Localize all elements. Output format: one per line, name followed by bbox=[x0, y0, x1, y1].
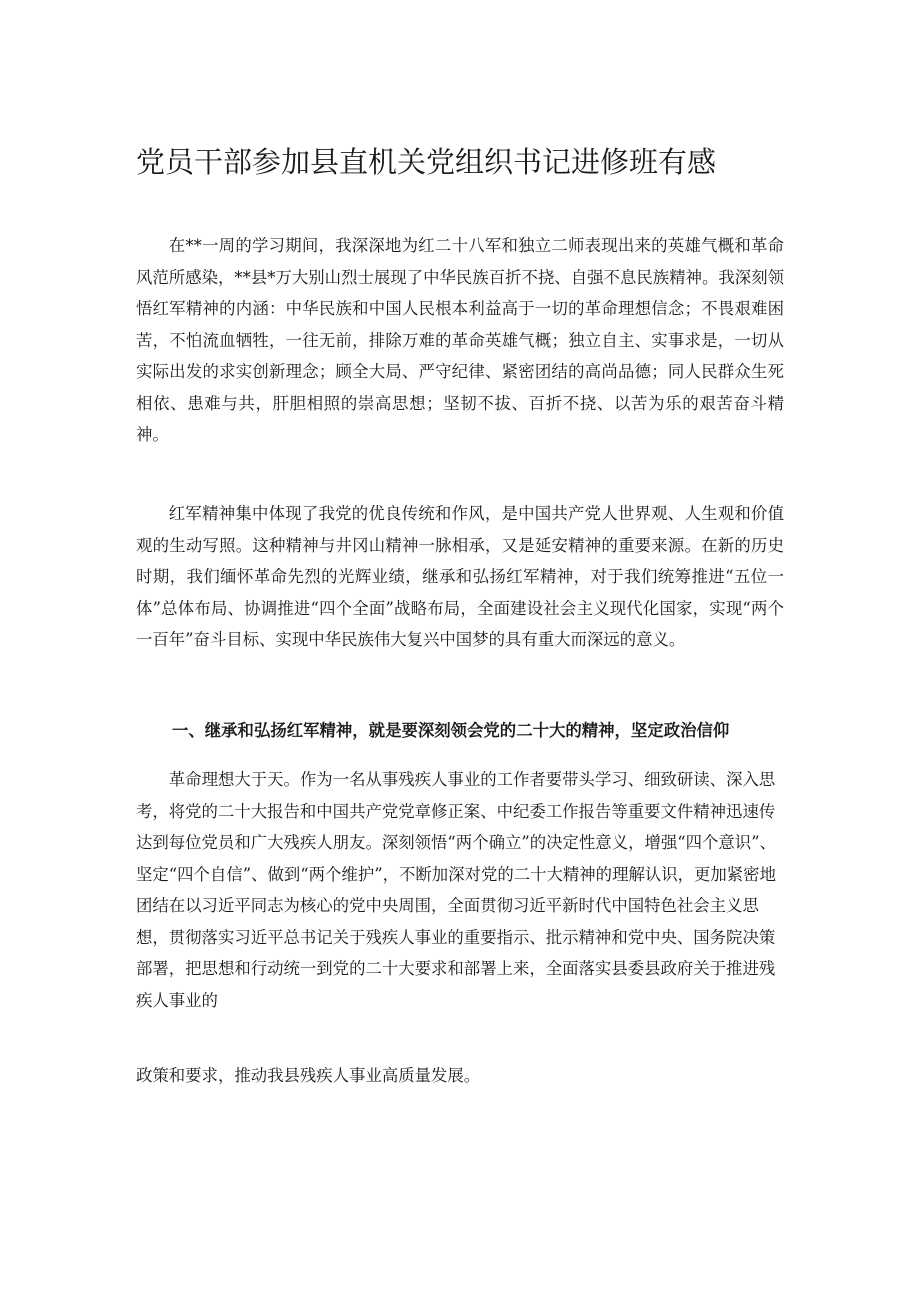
paragraph-red-army-spirit: 在**一周的学习期间，我深深地为红二十八军和独立二师表现出来的英雄气概和革命风范所感染，**县*万大别山烈士展现了中华民族百折不挠、自强不息民族精神。我深刻领悟红军精神的内涵：中华民族和中国人民根本利益高于一切的革命理想信念；不畏艰难困苦，不怕流血牺牲，一往无前，排除万难的革命英雄气概；独立自主、实事求是，一切从实际出发的求实创新理念；顾全大局、严守纪律、紧密团结的高尚品德；同人民群众生死相依、患难与共，肝胆相照的崇高思想；坚韧不拔、百折不挠、以苦为乐的艰苦奋斗精神。 bbox=[136, 236, 784, 444]
paragraph-continuation: 政策和要求，推动我县残疾人事业高质量发展。 bbox=[136, 1066, 481, 1085]
paragraph-political-belief: 革命理想大于天。作为一名从事残疾人事业的工作者要带头学习、细致研读、深入思考，将党的二十大报告和中国共产党党章修正案、中纪委工作报告等重要文件精神迅速传达到每位党员和广大残疾人朋友。深刻领悟“两个确立”的决定性意义，增强“四个意识”、坚定“四个自信”、做到“两个维护”，不断加深对党的二十大精神的理解认识，更加紧密地团结在以习近平同志为核心的党中央周围，全面贯彻习近平新时代中国特色社会主义思想，贯彻落实习近平总书记关于残疾人事业的重要指示、批示精神和党中央、国务院决策部署，把思想和行动统一到党的二十大要求和部署上来，全面落实县委县政府关于推进残疾人事业的 bbox=[136, 770, 776, 1010]
section-heading-1: 一、继承和弘扬红军精神，就是要深刻领会党的二十大的精神，坚定政治信仰 bbox=[172, 721, 730, 740]
paragraph-significance: 红军精神集中体现了我党的优良传统和作风，是中国共产党人世界观、人生观和价值观的生动写照。这种精神与井冈山精神一脉相承，又是延安精神的重要来源。在新的历史时期，我们缅怀革命先烈的光辉业绩，继承和弘扬红军精神，对于我们统筹推进“五位一体”总体布局、协调推进“四个全面”战略布局，全面建设社会主义现代化国家，实现“两个一百年”奋斗目标、实现中华民族伟大复兴中国梦的具有重大而深远的意义。 bbox=[136, 504, 784, 649]
document-title: 党员干部参加县直机关党组织书记进修班有感 bbox=[136, 145, 717, 179]
